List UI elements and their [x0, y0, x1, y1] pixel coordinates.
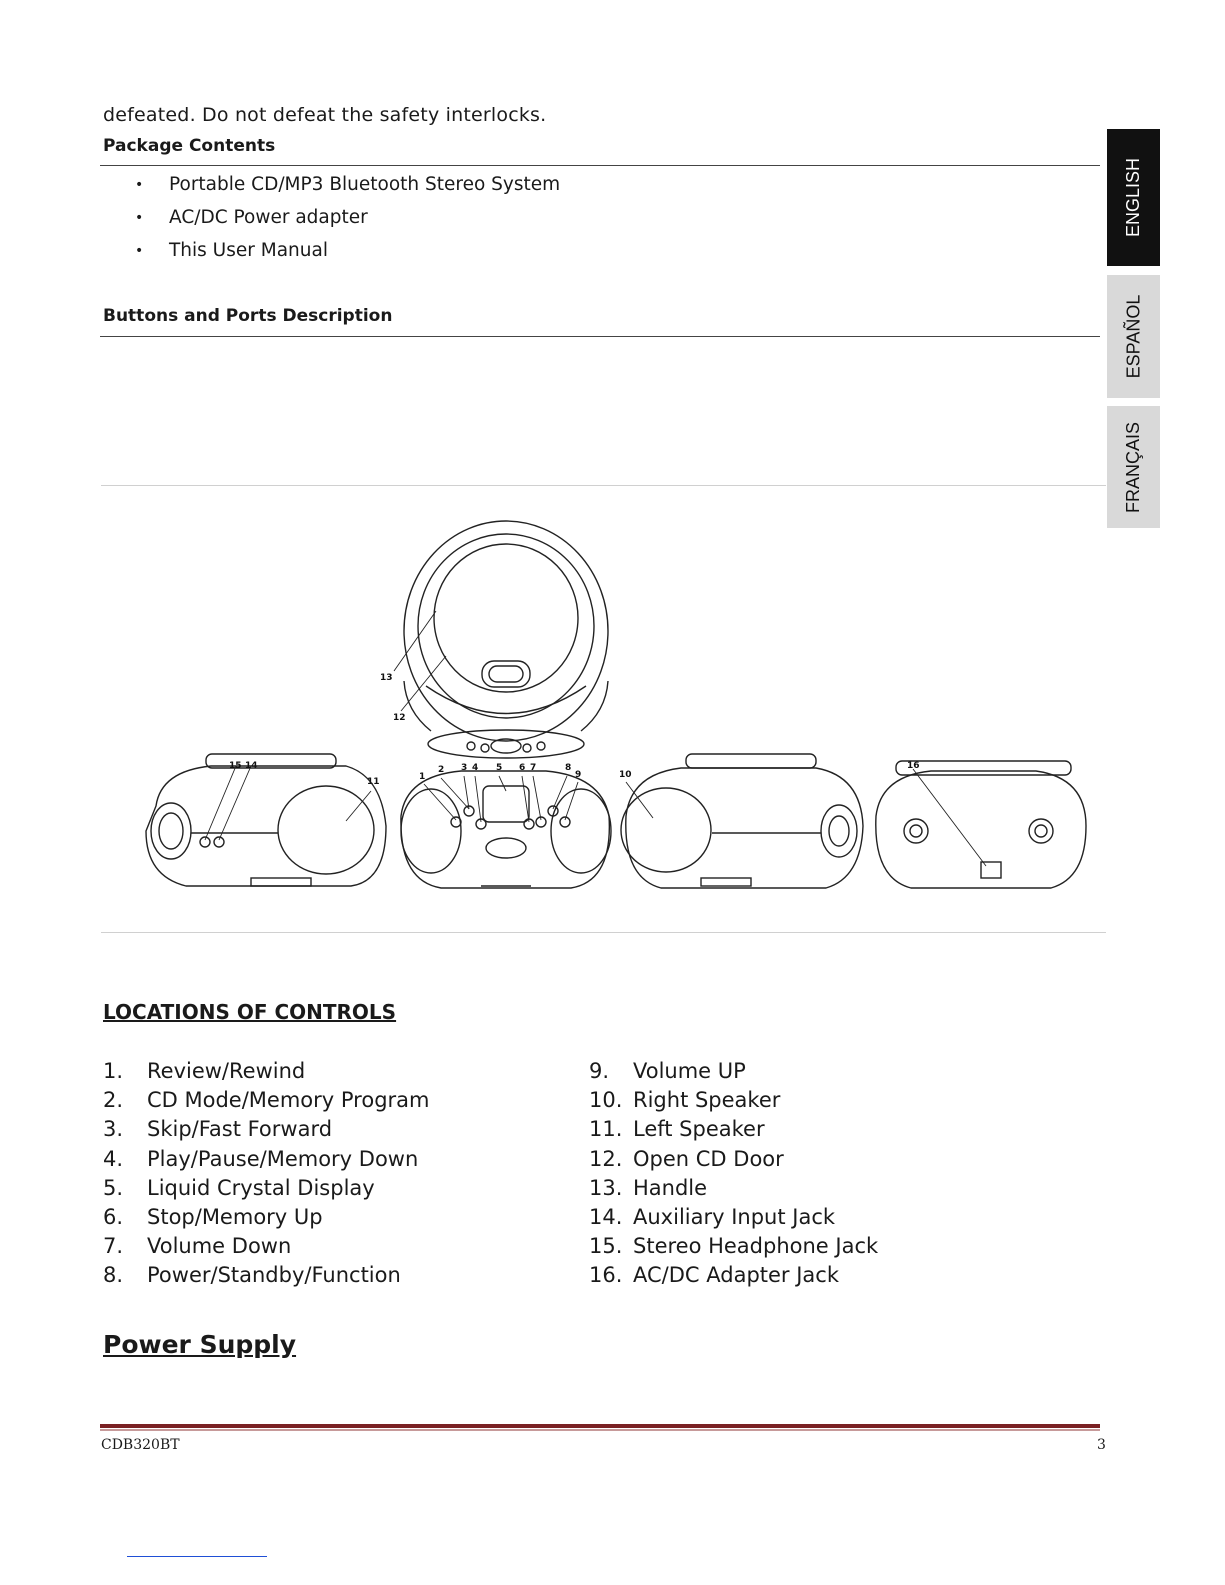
item-label: Open CD Door — [633, 1146, 784, 1171]
footer-page-number: 3 — [1097, 1437, 1106, 1453]
item-number: 2. — [103, 1088, 124, 1113]
list-item — [103, 1203, 430, 1232]
list-item — [103, 1145, 430, 1174]
bullet: • — [135, 243, 144, 259]
list-item — [589, 1057, 878, 1086]
item-number: 9. — [589, 1059, 610, 1083]
item-number: 6. — [103, 1204, 124, 1229]
item-label: Left Speaker — [633, 1117, 765, 1142]
item-number: 15. — [589, 1234, 623, 1259]
tab-francais[interactable] — [1107, 406, 1160, 528]
callout-8: 8 — [565, 763, 572, 773]
item-number: 7. — [103, 1234, 124, 1259]
item-label: AC/DC Adapter Jack — [633, 1263, 840, 1288]
buttons-ports-rule — [100, 336, 1100, 337]
item-label: Auxiliary Input Jack — [633, 1204, 836, 1229]
bullet: • — [135, 177, 144, 193]
item-label: Play/Pause/Memory Down — [147, 1146, 419, 1171]
locations-title: LOCATIONS OF CONTROLS — [103, 1000, 397, 1024]
item-label: Handle — [633, 1175, 708, 1200]
callout-3: 3 — [461, 763, 468, 773]
package-contents-list — [135, 172, 560, 271]
list-item — [589, 1086, 878, 1115]
callout-5: 5 — [496, 763, 503, 773]
list-item — [103, 1232, 430, 1261]
callout-10: 10 — [619, 770, 632, 780]
buttons-ports-heading: Buttons and Ports Description — [103, 306, 393, 326]
power-supply-title: Power Supply — [103, 1330, 297, 1359]
list-item — [103, 1057, 430, 1086]
intro-text: defeated. Do not defeat the safety interlocks. — [103, 104, 547, 126]
controls-list-right — [589, 1057, 878, 1291]
callout-7: 7 — [530, 763, 537, 773]
item-number: 16. — [589, 1263, 623, 1288]
left-side-view — [146, 754, 386, 886]
bottom-link-underline — [127, 1556, 267, 1557]
list-item — [589, 1232, 878, 1261]
callout-12: 12 — [393, 713, 406, 723]
tab-english[interactable] — [1107, 129, 1160, 266]
tab-espanol[interactable] — [1107, 275, 1160, 398]
tab-english-label: ENGLISH — [1123, 157, 1143, 238]
item-number: 4. — [103, 1146, 124, 1171]
package-contents-heading: Package Contents — [103, 136, 276, 156]
callout-15: 15 — [229, 761, 242, 771]
callout-13: 13 — [380, 673, 393, 683]
footer-model: CDB320BT — [101, 1437, 180, 1453]
callout-1: 1 — [419, 772, 426, 782]
callout-16: 16 — [907, 761, 920, 771]
item-number: 5. — [103, 1175, 124, 1200]
callout-14: 14 — [245, 761, 258, 771]
item-number: 10. — [589, 1088, 623, 1113]
list-item — [103, 1261, 430, 1290]
item-label: CD Mode/Memory Program — [147, 1088, 430, 1113]
tab-francais-label: FRANÇAIS — [1123, 421, 1144, 513]
item-label: Right Speaker — [633, 1088, 781, 1113]
list-item-label: AC/DC Power adapter — [169, 207, 368, 228]
item-label: Volume Down — [147, 1234, 292, 1259]
right-side-view — [621, 754, 863, 888]
callout-leaders — [205, 611, 986, 866]
product-diagram — [101, 485, 1106, 933]
item-label: Stop/Memory Up — [147, 1204, 323, 1229]
list-item — [103, 1115, 430, 1144]
item-number: 1. — [103, 1059, 124, 1083]
item-label: Power/Standby/Function — [147, 1263, 401, 1288]
callout-11: 11 — [367, 777, 380, 787]
list-item — [589, 1145, 878, 1174]
item-number: 13. — [589, 1175, 623, 1200]
item-label: Skip/Fast Forward — [147, 1117, 333, 1142]
callout-4: 4 — [472, 763, 479, 773]
bullet: • — [135, 210, 144, 226]
footer-rule — [100, 1424, 1100, 1431]
callout-6: 6 — [519, 763, 526, 773]
item-label: Review/Rewind — [147, 1059, 306, 1083]
item-number: 12. — [589, 1146, 623, 1171]
list-item — [103, 1174, 430, 1203]
list-item — [589, 1115, 878, 1144]
list-item — [589, 1174, 878, 1203]
front-view — [401, 771, 611, 888]
item-number: 14. — [589, 1204, 623, 1229]
list-item — [103, 1086, 430, 1115]
list-item — [589, 1261, 878, 1290]
list-item — [135, 238, 560, 271]
item-label: Stereo Headphone Jack — [633, 1234, 879, 1259]
list-item — [589, 1203, 878, 1232]
product-diagram-svg — [101, 486, 1106, 932]
item-label: Volume UP — [633, 1059, 746, 1083]
item-label: Liquid Crystal Display — [147, 1175, 375, 1200]
controls-list-left — [103, 1057, 430, 1291]
list-item-label: This User Manual — [169, 240, 328, 261]
item-number: 8. — [103, 1263, 124, 1288]
callout-9: 9 — [575, 770, 582, 780]
back-view — [876, 761, 1086, 888]
item-number: 3. — [103, 1117, 124, 1142]
list-item — [135, 172, 560, 205]
list-item — [135, 205, 560, 238]
item-number: 11. — [589, 1117, 623, 1142]
package-contents-rule — [100, 165, 1100, 166]
tab-espanol-label: ESPAÑOL — [1123, 294, 1144, 379]
list-item-label: Portable CD/MP3 Bluetooth Stereo System — [169, 174, 561, 195]
top-view-unit — [404, 521, 608, 758]
callout-2: 2 — [438, 765, 445, 775]
